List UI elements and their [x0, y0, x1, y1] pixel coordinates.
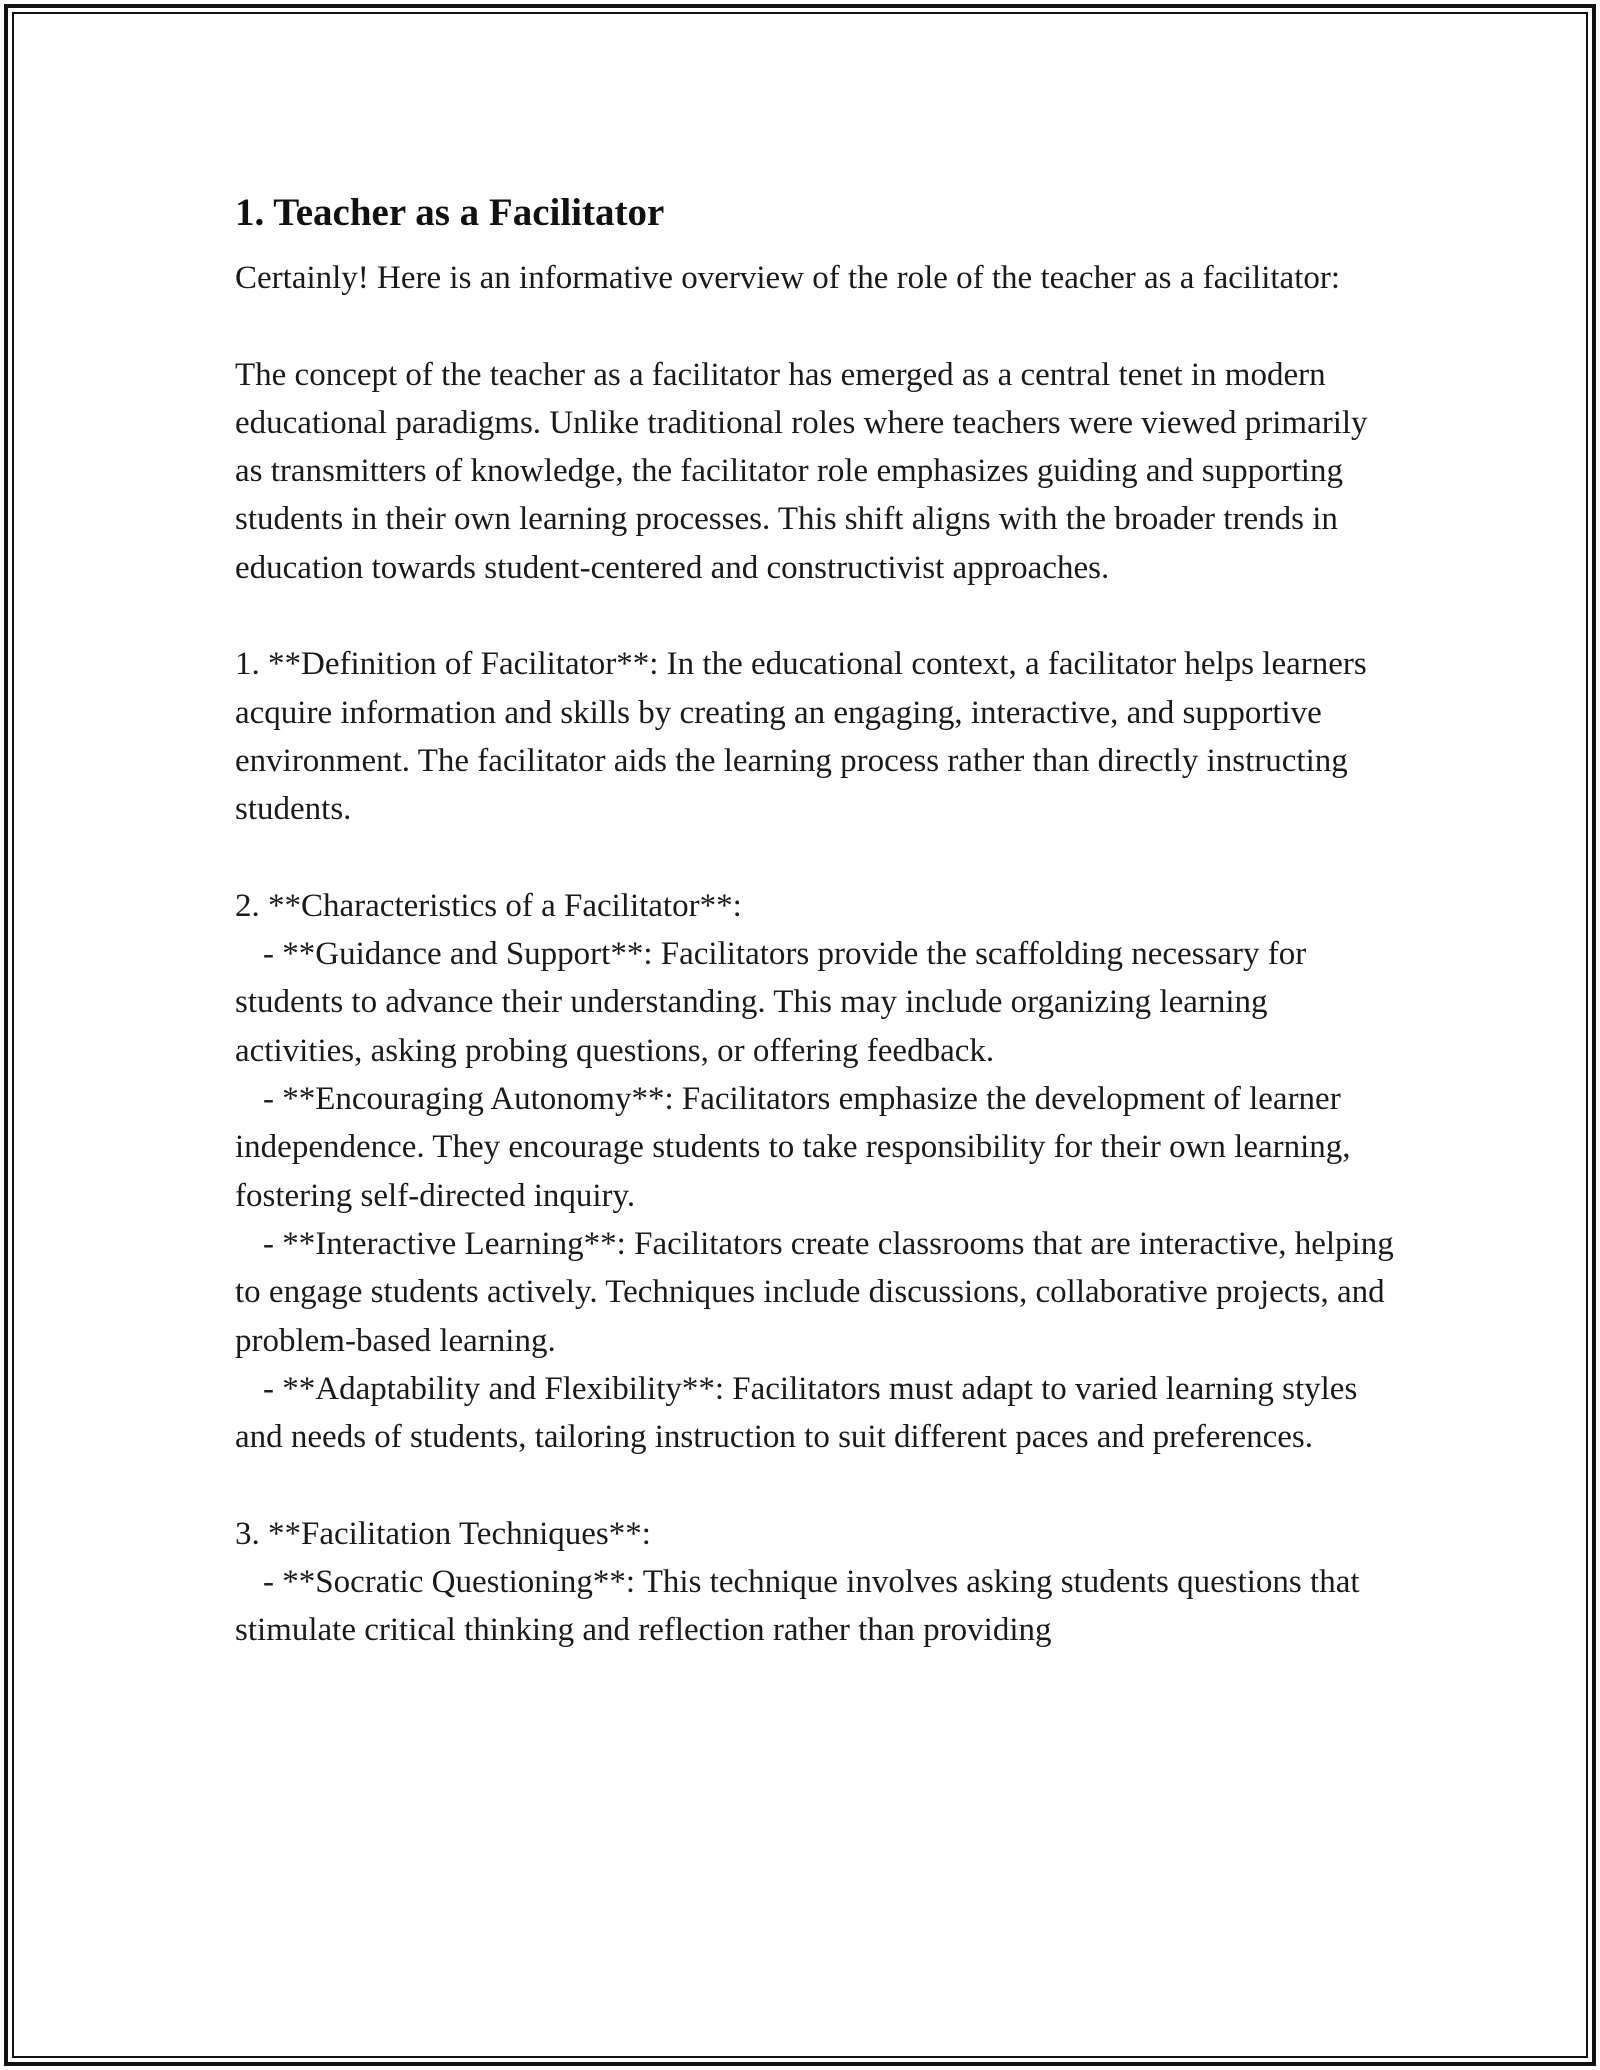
definition-paragraph — [235, 640, 1395, 833]
list-item-interactive — [235, 1220, 1395, 1365]
list-item-text: - **Guidance and Support**: Facilitators provide the scaffolding necessary for students to advance their understanding. This may include organizing learning activities, asking probing questions, or offering feedback. — [235, 936, 1307, 1069]
definition-text: 1. **Definition of Facilitator**: In the educational context, a facilitator helps learners acquire information and skills by creating an engaging, interactive, and supportive environment. The facilitator aids the learning process rather than directly instructing students. — [235, 646, 1367, 828]
list-item-autonomy — [235, 1075, 1395, 1220]
document-body — [235, 184, 1395, 1655]
characteristics-paragraph — [235, 882, 1395, 1462]
techniques-paragraph — [235, 1510, 1395, 1655]
intro-text: Certainly! Here is an informative overview of the role of the teacher as a facilitator: — [235, 260, 1341, 296]
list-item-socratic — [235, 1558, 1395, 1655]
list-item-text: - **Adaptability and Flexibility**: Facilitators must adapt to varied learning styles and needs of students, tailoring instruction to suit different paces and preferences. — [235, 1370, 1358, 1456]
techniques-heading: 3. **Facilitation Techniques**: — [235, 1515, 651, 1552]
concept-paragraph — [235, 351, 1395, 592]
list-item-text: - **Interactive Learning**: Facilitators create classrooms that are interactive, helping to engage students actively. Techniques include discussions, collaborative projects, and problem-based learning. — [235, 1225, 1394, 1359]
characteristics-heading: 2. **Characteristics of a Facilitator**: — [235, 887, 742, 924]
list-item-guidance — [235, 930, 1395, 1075]
concept-text: The concept of the teacher as a facilitator has emerged as a central tenet in modern educational paradigms. Unlike traditional roles where teachers were viewed primarily as transmitters of knowledge, the facilitator role emphasizes guiding and supporting students in their own learning processes. This shift aligns with the broader trends in education towards student-centered and constructivist approaches. — [235, 356, 1368, 586]
intro-paragraph — [235, 254, 1395, 302]
document-title: 1. Teacher as a Facilitator — [235, 191, 665, 234]
list-item-text: - **Encouraging Autonomy**: Facilitators emphasize the development of learner independence. They encourage students to take responsibility for their own learning, fostering self-directed inquiry. — [235, 1081, 1351, 1214]
list-item-text: - **Socratic Questioning**: This technique involves asking students questions that stimulate critical thinking and reflection rather than providing — [235, 1564, 1360, 1649]
list-item-adaptability — [235, 1365, 1395, 1462]
